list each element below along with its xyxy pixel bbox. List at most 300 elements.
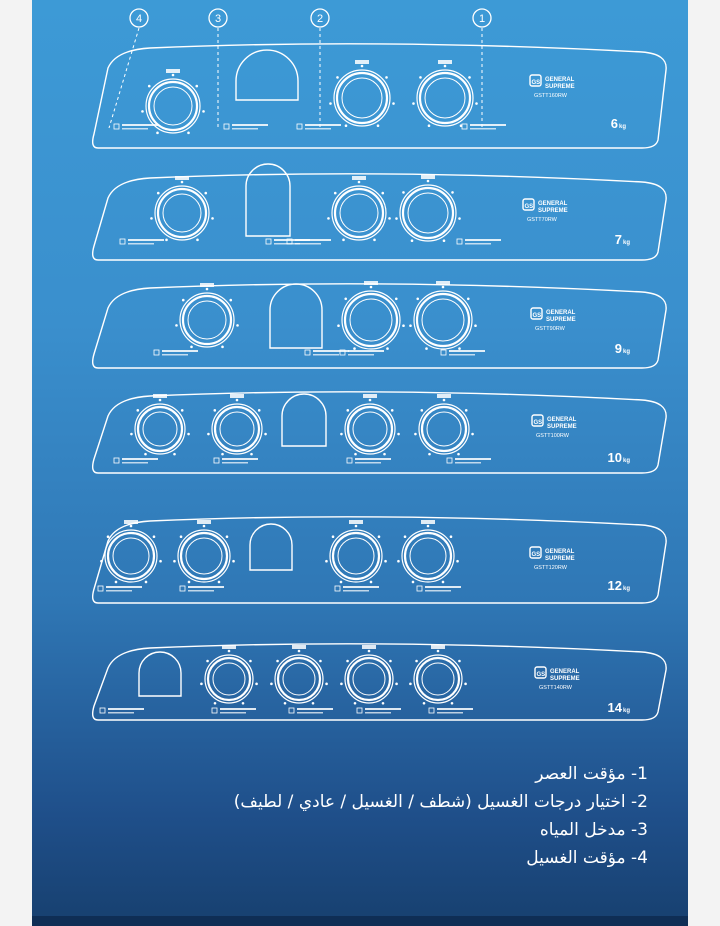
label-icon xyxy=(214,458,219,463)
label-line xyxy=(465,243,491,245)
dial-tick xyxy=(340,581,343,584)
brand-line2: SUPREME xyxy=(538,208,568,214)
callout-marker xyxy=(473,9,491,128)
dial-inner xyxy=(143,412,177,446)
brand-logo-mark: GS xyxy=(532,313,542,319)
dial-tick xyxy=(404,535,407,538)
dial-tick xyxy=(236,399,239,402)
dial-tick xyxy=(427,525,430,528)
model-number: GSTT100RW xyxy=(536,433,569,439)
label-line xyxy=(343,586,379,588)
dial-tick xyxy=(200,683,203,686)
dial-tick xyxy=(284,702,287,705)
dial-ring xyxy=(414,655,462,703)
washer-panel xyxy=(93,164,666,260)
dial-label xyxy=(438,60,452,64)
dial-inner xyxy=(283,663,315,695)
dial-knob xyxy=(158,189,206,237)
dial-tick xyxy=(195,85,198,88)
capacity-value: 7 xyxy=(614,232,622,247)
label-icon xyxy=(417,586,422,591)
dial-tick xyxy=(468,76,471,79)
label-line xyxy=(222,462,248,464)
label-line xyxy=(365,708,401,710)
dial-knob xyxy=(417,658,459,700)
dial-tick xyxy=(190,346,193,349)
dial-label xyxy=(362,645,376,649)
brand-line2: SUPREME xyxy=(545,84,575,90)
label-line xyxy=(449,354,475,356)
dial-tick xyxy=(409,324,412,327)
label-line xyxy=(313,354,339,356)
brand-logo-mark: GS xyxy=(536,672,546,678)
brand-line1: GENERAL xyxy=(547,417,577,423)
dial-tick xyxy=(391,409,394,412)
label-line xyxy=(108,712,134,714)
dial-knob xyxy=(335,189,383,237)
dial-tick xyxy=(383,453,386,456)
brand-logo-mark: GS xyxy=(531,552,541,558)
dial-tick xyxy=(214,702,217,705)
dial-tick xyxy=(378,535,381,538)
label-icon xyxy=(297,124,302,129)
dial-tick xyxy=(361,65,364,68)
capacity-value: 10 xyxy=(607,450,622,465)
water-inlet xyxy=(236,50,298,100)
dial-tick xyxy=(226,535,229,538)
brand-line1: GENERAL xyxy=(546,310,576,316)
dial-label xyxy=(352,176,366,180)
dial-inner xyxy=(410,538,446,574)
dial-inner xyxy=(154,87,192,125)
dial-tick xyxy=(159,560,162,563)
dial-tick xyxy=(115,581,118,584)
model-number: GSTT120RW xyxy=(534,565,567,571)
model-number: GSTT140RW xyxy=(539,685,572,691)
label-icon xyxy=(266,239,271,244)
dial-tick xyxy=(395,683,398,686)
model-number: GSTT160RW xyxy=(534,93,567,99)
dial-label xyxy=(222,645,236,649)
dial-knob xyxy=(149,82,197,130)
bottom-strip xyxy=(32,916,688,926)
dial-tick xyxy=(342,239,345,242)
dial-inner xyxy=(186,538,222,574)
label-line xyxy=(162,354,188,356)
dial-tick xyxy=(388,217,391,220)
dial-tick xyxy=(381,192,384,195)
dial-ring xyxy=(205,655,253,703)
dial-inner xyxy=(220,412,254,446)
dial-label xyxy=(197,520,211,524)
label-line xyxy=(348,350,384,352)
callout-number: 4 xyxy=(135,13,143,25)
label-line xyxy=(128,239,164,241)
label-line xyxy=(465,239,501,241)
dial-inner xyxy=(340,194,378,232)
dial-tick xyxy=(384,560,387,563)
dial-tick xyxy=(451,702,454,705)
label-icon xyxy=(98,586,103,591)
dial-tick xyxy=(181,409,184,412)
dial-tick xyxy=(150,217,153,220)
dial-inner xyxy=(188,301,226,339)
dial-tick xyxy=(202,110,205,113)
dial-inner xyxy=(350,299,392,341)
dial-tick xyxy=(258,409,261,412)
capacity-value: 6 xyxy=(610,116,618,131)
dial-tick xyxy=(130,525,133,528)
dial-tick xyxy=(373,239,376,242)
label-line xyxy=(455,462,481,464)
label-icon xyxy=(120,239,125,244)
dial-tick xyxy=(411,239,414,242)
dial-tick xyxy=(465,409,468,412)
dial-tick xyxy=(196,239,199,242)
dial-tick xyxy=(389,660,392,663)
dial-label xyxy=(230,394,244,398)
brand-logo-mark: GS xyxy=(524,204,534,210)
brand-line2: SUPREME xyxy=(545,556,575,562)
dial-tick xyxy=(107,535,110,538)
washer-panel xyxy=(93,44,666,148)
brand-line1: GENERAL xyxy=(545,549,575,555)
label-icon xyxy=(457,239,462,244)
brand-line1: GENERAL xyxy=(538,201,568,207)
dial-tick xyxy=(255,683,258,686)
label-line xyxy=(220,712,246,714)
label-icon xyxy=(447,458,452,463)
dial-tick xyxy=(182,299,185,302)
dial-tick xyxy=(336,76,339,79)
dial-tick xyxy=(298,650,301,653)
water-inlet xyxy=(250,524,292,570)
dial-knob xyxy=(405,533,451,579)
dial-tick xyxy=(402,324,405,327)
dial-tick xyxy=(221,346,224,349)
capacity-value: 14 xyxy=(607,700,622,715)
label-line xyxy=(232,128,258,130)
dial-tick xyxy=(458,217,461,220)
label-line xyxy=(355,462,381,464)
dial-inner xyxy=(425,78,465,118)
label-line xyxy=(220,708,256,710)
dial-tick xyxy=(412,102,415,105)
dial-knob xyxy=(181,533,227,579)
brand-line1: GENERAL xyxy=(550,669,580,675)
brand-logo-mark: GS xyxy=(533,420,543,426)
dial-tick xyxy=(458,660,461,663)
dial-label xyxy=(175,176,189,180)
dial-tick xyxy=(187,132,190,135)
dial-label xyxy=(421,520,435,524)
dial-tick xyxy=(159,399,162,402)
dial-tick xyxy=(207,433,210,436)
dial-tick xyxy=(353,347,356,350)
label-line xyxy=(297,712,323,714)
dial-tick xyxy=(442,286,445,289)
dial-tick xyxy=(382,702,385,705)
dial-ring xyxy=(275,655,323,703)
dial-inner xyxy=(422,663,454,695)
dial-tick xyxy=(464,683,467,686)
dial-tick xyxy=(437,650,440,653)
dial-tick xyxy=(416,297,419,300)
dial-knob xyxy=(337,73,387,123)
dial-inner xyxy=(163,194,201,232)
label-icon xyxy=(335,586,340,591)
label-line xyxy=(305,128,331,130)
dial-tick xyxy=(332,535,335,538)
label-line xyxy=(106,590,132,592)
capacity-unit: kg xyxy=(623,349,631,355)
dial-tick xyxy=(172,74,175,77)
dial-tick xyxy=(130,433,133,436)
brand-line2: SUPREME xyxy=(550,676,580,682)
capacity-unit: kg xyxy=(619,124,627,130)
dial-tick xyxy=(475,102,478,105)
dial-tick xyxy=(427,180,430,183)
dial-tick xyxy=(428,124,431,127)
product-panel xyxy=(32,0,688,926)
dial-tick xyxy=(397,560,400,563)
dial-knob xyxy=(333,533,379,579)
dial-tick xyxy=(456,560,459,563)
dial-tick xyxy=(327,217,330,220)
dial-tick xyxy=(187,433,190,436)
label-icon xyxy=(289,708,294,713)
legend-item-water-inlet: 3- مدخل المياه xyxy=(539,820,648,840)
label-line xyxy=(305,124,341,126)
dial-label xyxy=(363,394,377,398)
dial-tick xyxy=(206,288,209,291)
dial-tick xyxy=(354,453,357,456)
dial-tick xyxy=(354,702,357,705)
label-icon xyxy=(462,124,467,129)
label-line xyxy=(343,590,369,592)
brand-line2: SUPREME xyxy=(547,424,577,430)
callout-marker xyxy=(209,9,227,128)
label-icon xyxy=(212,708,217,713)
panel-outline xyxy=(93,392,666,473)
dial-tick xyxy=(385,76,388,79)
dial-tick xyxy=(386,347,389,350)
dial-knob xyxy=(348,658,390,700)
capacity-value: 12 xyxy=(607,578,622,593)
dial-tick xyxy=(402,191,405,194)
dial-tick xyxy=(369,399,372,402)
dial-tick xyxy=(450,535,453,538)
dial-tick xyxy=(264,433,267,436)
label-icon xyxy=(347,458,352,463)
label-line xyxy=(128,243,154,245)
dial-tick xyxy=(319,660,322,663)
dial-inner xyxy=(342,78,382,118)
dial-tick xyxy=(173,453,176,456)
label-icon xyxy=(100,708,105,713)
dial-tick xyxy=(415,660,418,663)
label-icon xyxy=(180,586,185,591)
dial-knob xyxy=(215,407,259,451)
dial-tick xyxy=(346,409,349,412)
brand-logo-mark: GS xyxy=(531,80,541,86)
dial-tick xyxy=(153,535,156,538)
dial-tick xyxy=(340,433,343,436)
dial-tick xyxy=(412,581,415,584)
water-inlet xyxy=(282,394,326,446)
dial-tick xyxy=(165,239,168,242)
dial-tick xyxy=(340,683,343,686)
model-number: GSTT90RW xyxy=(535,326,565,332)
dial-tick xyxy=(136,409,139,412)
dial-knob xyxy=(422,407,466,451)
label-line xyxy=(455,458,491,460)
model-number: GSTT70RW xyxy=(527,217,557,223)
dial-tick xyxy=(270,683,273,686)
label-icon xyxy=(429,708,434,713)
dial-label xyxy=(437,394,451,398)
label-line xyxy=(222,458,258,460)
capacity-unit: kg xyxy=(623,240,631,246)
dial-label xyxy=(421,175,435,179)
label-icon xyxy=(441,350,446,355)
label-line xyxy=(188,590,214,592)
dial-inner xyxy=(213,663,245,695)
label-line xyxy=(297,708,333,710)
label-line xyxy=(122,458,158,460)
label-line xyxy=(106,586,142,588)
dial-tick xyxy=(206,660,209,663)
dial-tick xyxy=(428,453,431,456)
washer-panel xyxy=(93,281,666,368)
dial-tick xyxy=(156,132,159,135)
capacity-unit: kg xyxy=(623,458,631,464)
label-line xyxy=(425,590,451,592)
dial-tick xyxy=(395,217,398,220)
dial-label xyxy=(166,69,180,73)
dial-label xyxy=(124,520,138,524)
dial-tick xyxy=(100,560,103,563)
dial-tick xyxy=(144,453,147,456)
dial-label xyxy=(436,281,450,285)
dial-tick xyxy=(395,297,398,300)
label-icon xyxy=(224,124,229,129)
dial-tick xyxy=(213,409,216,412)
dial-tick xyxy=(409,683,412,686)
dial-tick xyxy=(250,453,253,456)
dial-knob xyxy=(108,533,154,579)
label-line xyxy=(122,128,148,130)
callout-leader xyxy=(109,28,139,128)
dial-tick xyxy=(204,192,207,195)
dial-tick xyxy=(203,525,206,528)
dial-tick xyxy=(334,192,337,195)
label-line xyxy=(365,712,391,714)
label-icon xyxy=(114,124,119,129)
dial-tick xyxy=(312,702,315,705)
dial-tick xyxy=(358,181,361,184)
dial-tick xyxy=(141,110,144,113)
dial-tick xyxy=(181,181,184,184)
label-line xyxy=(470,124,506,126)
dial-label xyxy=(349,520,363,524)
dial-tick xyxy=(325,560,328,563)
label-line xyxy=(348,354,374,356)
label-line xyxy=(122,462,148,464)
dial-inner xyxy=(338,538,374,574)
label-icon xyxy=(154,350,159,355)
label-line xyxy=(449,350,485,352)
label-line xyxy=(122,124,158,126)
label-line xyxy=(162,350,198,352)
dial-tick xyxy=(221,453,224,456)
dial-tick xyxy=(355,525,358,528)
dial-knob xyxy=(348,407,392,451)
dial-label xyxy=(292,645,306,649)
dial-label xyxy=(200,283,214,287)
dial-tick xyxy=(377,124,380,127)
dial-ring xyxy=(345,655,393,703)
dial-tick xyxy=(443,239,446,242)
dial-knob xyxy=(345,294,397,346)
legend xyxy=(234,760,648,872)
dial-tick xyxy=(457,453,460,456)
legend-item-spin-timer: 1- مؤقت العصر xyxy=(535,764,648,784)
washer-panel xyxy=(93,517,666,603)
dial-tick xyxy=(276,660,279,663)
label-icon xyxy=(114,458,119,463)
dial-ring xyxy=(414,291,472,349)
dial-tick xyxy=(467,297,470,300)
dial-tick xyxy=(337,324,340,327)
legend-item-wash-selector: 2- اختيار درجات الغسيل (شطف / الغسيل / عادي / لطيف) xyxy=(233,792,648,812)
dial-tick xyxy=(420,409,423,412)
label-line xyxy=(295,243,321,245)
dial-tick xyxy=(346,660,349,663)
dial-tick xyxy=(368,650,371,653)
dial-tick xyxy=(443,399,446,402)
dial-tick xyxy=(145,581,148,584)
dial-tick xyxy=(425,347,428,350)
dial-knob xyxy=(138,407,182,451)
callout-marker xyxy=(311,9,329,128)
dial-tick xyxy=(236,324,239,327)
dial-label xyxy=(431,645,445,649)
dial-tick xyxy=(414,433,417,436)
dial-knob xyxy=(417,294,469,346)
legend-item-wash-timer: 4- مؤقت الغسيل xyxy=(526,848,648,868)
dial-inner xyxy=(353,412,387,446)
label-line xyxy=(108,708,144,710)
dial-tick xyxy=(458,347,461,350)
capacity-unit: kg xyxy=(623,708,631,714)
dial-tick xyxy=(325,683,328,686)
dial-tick xyxy=(148,85,151,88)
dial-label xyxy=(364,281,378,285)
dial-tick xyxy=(442,581,445,584)
dial-tick xyxy=(242,702,245,705)
dial-inner xyxy=(408,193,448,233)
washer-panel xyxy=(93,644,666,720)
label-icon xyxy=(357,708,362,713)
dial-tick xyxy=(157,192,160,195)
water-inlet xyxy=(139,652,181,696)
callout-number: 1 xyxy=(478,13,486,25)
dial-tick xyxy=(228,650,231,653)
dial-tick xyxy=(344,297,347,300)
dial-label xyxy=(153,394,167,398)
dial-tick xyxy=(232,560,235,563)
